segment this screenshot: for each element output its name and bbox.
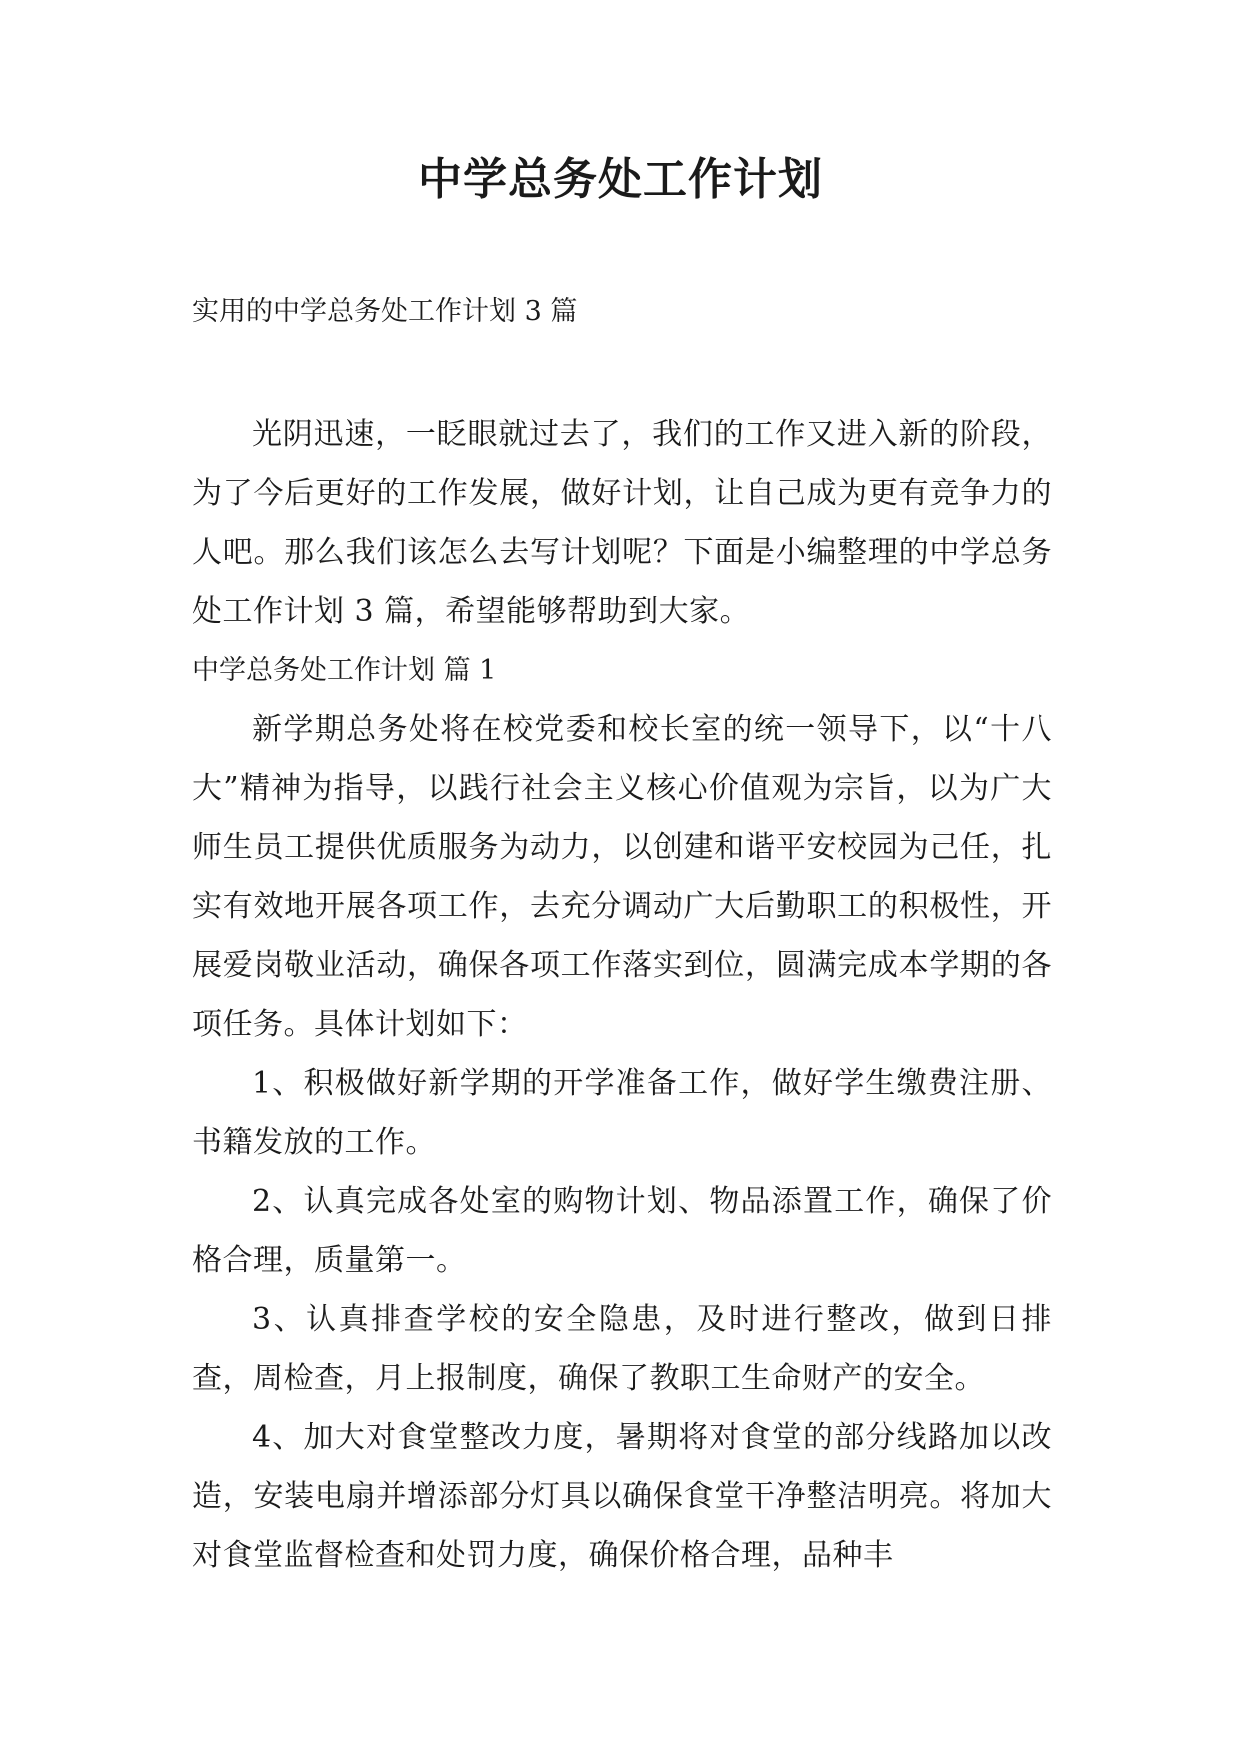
document-subtitle: 实用的中学总务处工作计划 3 篇	[192, 296, 578, 327]
list-item-1: 1、积极做好新学期的开学准备工作，做好学生缴费注册、书籍发放的工作。	[192, 1066, 1052, 1160]
section-paragraph: 新学期总务处将在校党委和校长室的统一领导下，以“十八大”精神为指导，以践行社会主义核心价值观为宗旨，以为广大师生员工提供优质服务为动力，以创建和谐平安校园为己任，扎实有效地开展各项工作，去充分调动广大后勤职工的积极性，开展爱岗敬业活动，确保各项工作落实到位，圆满完成本学期的各项任务。具体计划如下：	[192, 712, 1052, 1042]
section-heading: 中学总务处工作计划 篇 1	[192, 655, 497, 686]
document-body	[192, 405, 1052, 1585]
list-item-2: 2、认真完成各处室的购物计划、物品添置工作，确保了价格合理，质量第一。	[192, 1184, 1052, 1278]
list-item-3: 3、认真排查学校的安全隐患，及时进行整改，做到日排查，周检查，月上报制度，确保了教职工生命财产的安全。	[192, 1302, 1052, 1396]
document-title: 中学总务处工作计划	[418, 154, 823, 205]
list-item-4: 4、加大对食堂整改力度，暑期将对食堂的部分线路加以改造，安装电扇并增添部分灯具以确保食堂干净整洁明亮。将加大对食堂监督检查和处罚力度，确保价格合理，品种丰	[192, 1420, 1052, 1573]
intro-paragraph: 光阴迅速，一眨眼就过去了，我们的工作又进入新的阶段，为了今后更好的工作发展，做好计划，让自己成为更有竞争力的人吧。那么我们该怎么去写计划呢？下面是小编整理的中学总务处工作计划 3 篇，希望能够帮助到大家。	[192, 417, 1052, 629]
